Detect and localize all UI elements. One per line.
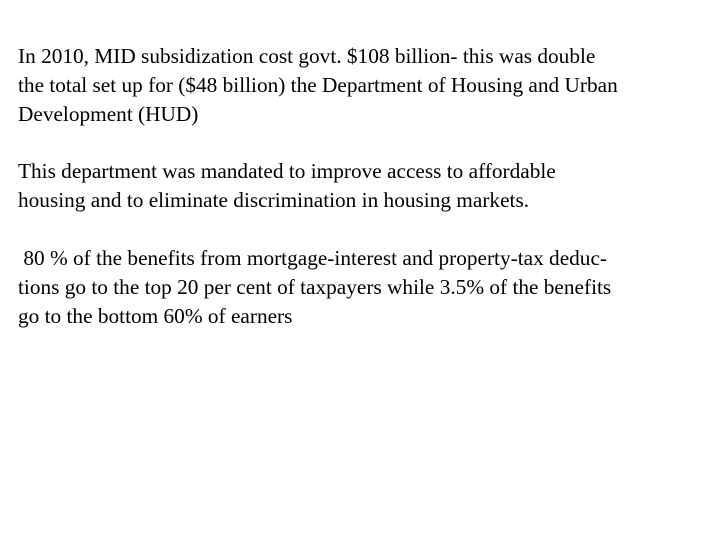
text-line: go to the bottom 60% of earners xyxy=(18,304,293,328)
text-line: Development (HUD) xyxy=(18,102,199,126)
text-line: This department was mandated to improve access to affordable xyxy=(18,159,556,183)
text-line: 80 % of the benefits from mortgage-interest and property-tax deduc- xyxy=(18,246,608,270)
text-line: In 2010, MID subsidization cost govt. $108 billion- this was double xyxy=(18,44,596,68)
text-line: housing and to eliminate discrimination in housing markets. xyxy=(18,188,530,212)
paragraph-hud-mandate xyxy=(18,157,556,215)
text-line: the total set up for ($48 billion) the Department of Housing and Urban xyxy=(18,73,618,97)
text-line: tions go to the top 20 per cent of taxpayers while 3.5% of the benefits xyxy=(18,275,612,299)
paragraph-mid-subsidization-cost xyxy=(18,42,618,129)
paragraph-benefits-distribution xyxy=(18,244,611,331)
